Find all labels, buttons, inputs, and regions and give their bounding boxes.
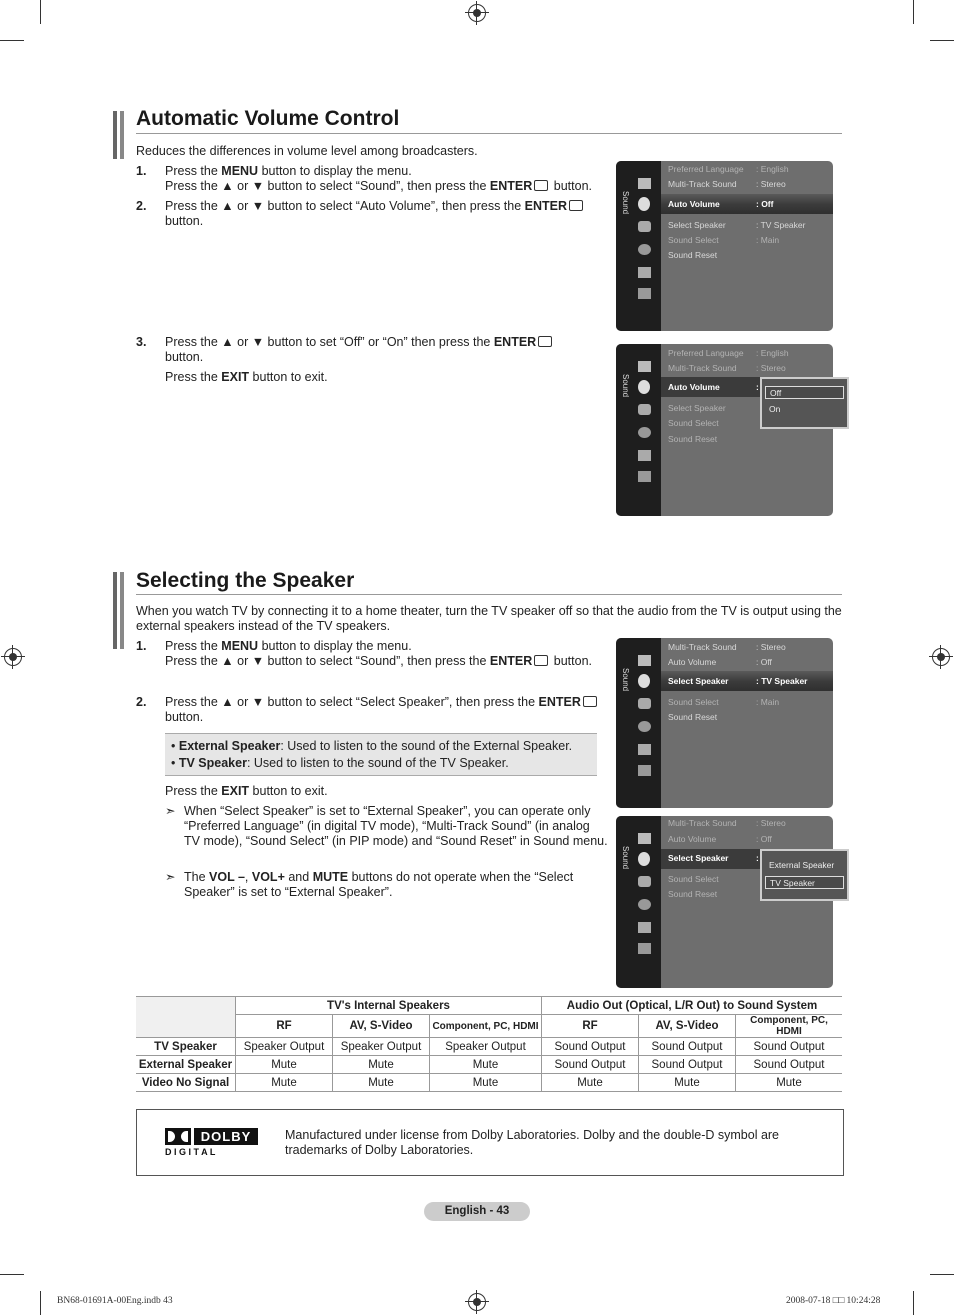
table-row <box>136 1038 842 1056</box>
input-icon <box>638 922 651 933</box>
osd-row-label: Sound Reset <box>668 250 718 260</box>
osd-row-value: : <box>756 853 759 863</box>
step-number: 2. <box>136 695 147 709</box>
input-icon <box>638 450 651 461</box>
divider <box>136 594 842 595</box>
table-cell: Mute <box>333 1056 430 1074</box>
enter-icon <box>538 336 552 347</box>
osd-row-value: : Stereo <box>756 818 786 828</box>
speaker-options-note: • External Speaker: Used to listen to the sound of the External Speaker. • TV Speaker: Used to listen to the sound of the TV Speaker. <box>165 733 597 776</box>
registration-mark-icon <box>468 4 486 22</box>
channel-icon <box>638 698 651 709</box>
enter-icon <box>534 180 548 191</box>
osd-row-value: : Main <box>756 697 780 707</box>
registration-mark-icon <box>468 1293 486 1311</box>
table-row-header: Video No Signal <box>136 1074 236 1092</box>
file-name: BN68-01691A-00Eng.indb 43 <box>57 1296 173 1306</box>
application-icon <box>638 943 651 954</box>
print-date: 2008-07-18 □□ 10:24:28 <box>786 1296 881 1306</box>
sound-icon <box>638 197 650 211</box>
table-cell: Sound Output <box>736 1056 843 1074</box>
step-number: 2. <box>136 199 147 213</box>
avc-step3: Press the ▲ or ▼ button to set “Off” or “On” then press the ENTER button. Press the EXIT button to exit. <box>165 335 615 385</box>
picture-icon <box>638 655 651 666</box>
table-cell: Mute <box>736 1074 843 1092</box>
osd-side-label: Sound <box>621 846 630 870</box>
table-cell: Mute <box>430 1056 542 1074</box>
table-cell: Sound Output <box>639 1056 736 1074</box>
table-row <box>136 1056 842 1074</box>
speaker-step1: Press the MENU button to display the menu. Press the ▲ or ▼ button to select “Sound”, then press the ENTER button. <box>165 639 592 668</box>
speaker-step2: Press the ▲ or ▼ button to select “Select Speaker”, then press the ENTER button. <box>165 695 615 725</box>
page-number: English - 43 <box>424 1202 530 1221</box>
option-tv-speaker[interactable]: TV Speaker <box>765 876 844 889</box>
application-icon <box>638 288 651 299</box>
picture-icon <box>638 361 651 372</box>
step-number: 3. <box>136 335 147 349</box>
table-corner <box>136 997 236 1038</box>
table-col-header: AV, S-Video <box>333 1015 430 1038</box>
setup-icon <box>638 721 651 732</box>
sound-icon <box>638 380 650 394</box>
setup-icon <box>638 244 651 255</box>
speaker-exit: Press the EXIT button to exit. <box>165 784 328 798</box>
dolby-logo <box>165 1128 261 1158</box>
enter-icon <box>569 200 583 211</box>
osd-row-label: Preferred Language <box>668 164 744 174</box>
table-cell: Mute <box>236 1074 333 1092</box>
osd-option-popup <box>760 849 849 901</box>
enter-icon <box>583 696 597 707</box>
registration-mark-icon <box>4 648 22 666</box>
osd-side-label: Sound <box>621 668 630 692</box>
osd-row-label: Sound Select <box>668 874 719 884</box>
osd-screen-auto-volume <box>616 344 833 516</box>
setup-icon <box>638 427 651 438</box>
double-d-icon <box>165 1128 191 1145</box>
osd-row-label: Sound Select <box>668 697 719 707</box>
table-cell: Sound Output <box>542 1056 639 1074</box>
registration-mark-icon <box>932 648 950 666</box>
application-icon <box>638 471 651 482</box>
osd-row-value: : Stereo <box>756 179 786 189</box>
table-group-header: TV's Internal Speakers <box>236 997 542 1015</box>
speaker-tip1: When “Select Speaker” is set to “External Speaker”, you can operate only “Preferred Language” (in digital TV mode), “Multi-Track Sound” (in analog TV mode), “Sound Select” (in PIP mode) and “Sound Reset” in Sound menu. <box>184 804 608 848</box>
osd-row-label: Sound Select <box>668 235 719 245</box>
osd-row-label: Sound Reset <box>668 712 718 722</box>
table-row-header: TV Speaker <box>136 1038 236 1056</box>
table-cell: Mute <box>639 1074 736 1092</box>
osd-row-label: Sound Select <box>668 418 719 428</box>
section-title-speaker: Selecting the Speaker <box>136 569 355 592</box>
osd-row-label: Multi-Track Sound <box>668 363 737 373</box>
osd-screen-sound-menu <box>616 161 833 331</box>
tip-marker-icon: ➣ <box>165 870 176 884</box>
enter-icon <box>534 655 548 666</box>
speaker-tip2: The VOL –, VOL+ and MUTE buttons do not operate when the “Select Speaker” is set to “External Speaker”. <box>184 870 574 899</box>
channel-icon <box>638 404 651 415</box>
osd-side-label: Sound <box>621 191 630 215</box>
osd-row-label: Multi-Track Sound <box>668 642 737 652</box>
table-cell: Speaker Output <box>236 1038 333 1056</box>
osd-row-label: Sound Reset <box>668 889 718 899</box>
osd-row-label: Select Speaker <box>668 403 726 413</box>
osd-row-label: Select Speaker <box>668 853 729 863</box>
osd-row-value: : Stereo <box>756 642 786 652</box>
sound-icon <box>638 852 650 866</box>
input-icon <box>638 744 651 755</box>
application-icon <box>638 765 651 776</box>
table-col-header: Component, PC, HDMI <box>736 1015 843 1038</box>
picture-icon <box>638 833 651 844</box>
table-cell: Sound Output <box>639 1038 736 1056</box>
osd-row-label: Multi-Track Sound <box>668 818 737 828</box>
step-number: 1. <box>136 639 147 653</box>
osd-row-value: : Off <box>756 834 772 844</box>
table-row-header: External Speaker <box>136 1056 236 1074</box>
channel-icon <box>638 221 651 232</box>
osd-row-value: : English <box>756 164 789 174</box>
osd-row-label: Multi-Track Sound <box>668 179 737 189</box>
section-bar <box>120 572 124 649</box>
osd-row-value: : Off <box>756 199 774 209</box>
sound-icon <box>638 674 650 688</box>
osd-row-value: : Off <box>756 657 772 667</box>
osd-row-label: Auto Volume <box>668 199 720 209</box>
osd-row-value: : <box>756 382 759 392</box>
dolby-license-box <box>136 1109 844 1176</box>
avc-intro: Reduces the differences in volume level among broadcasters. <box>136 144 478 158</box>
osd-row-label: Preferred Language <box>668 348 744 358</box>
option-on[interactable]: On <box>769 404 781 414</box>
picture-icon <box>638 178 651 189</box>
table-cell: Speaker Output <box>430 1038 542 1056</box>
osd-row-value: : Stereo <box>756 363 786 373</box>
dolby-logo-text: DOLBY <box>194 1128 258 1145</box>
section-title-avc: Automatic Volume Control <box>136 107 400 130</box>
table-group-header: Audio Out (Optical, L/R Out) to Sound System <box>542 997 843 1015</box>
table-col-header: AV, S-Video <box>639 1015 736 1038</box>
osd-option-popup <box>760 377 849 429</box>
table-col-header: RF <box>542 1015 639 1038</box>
table-cell: Speaker Output <box>333 1038 430 1056</box>
osd-row-label: Sound Reset <box>668 434 718 444</box>
input-icon <box>638 267 651 278</box>
osd-row-label: Auto Volume <box>668 382 720 392</box>
channel-icon <box>638 876 651 887</box>
table-cell: Mute <box>542 1074 639 1092</box>
osd-side-label: Sound <box>621 374 630 398</box>
section-bar <box>120 111 124 159</box>
dolby-license-text: Manufactured under license from Dolby Laboratories. Dolby and the double-D symbol are trademarks of Dolby Laboratories. <box>285 1128 780 1157</box>
osd-row-value: : English <box>756 348 789 358</box>
option-external-speaker[interactable]: External Speaker <box>769 860 835 870</box>
speaker-output-table <box>136 996 842 1092</box>
table-col-header: Component, PC, HDMI <box>430 1015 542 1038</box>
step-number: 1. <box>136 164 147 178</box>
osd-screen-select-speaker <box>616 638 833 808</box>
table-row <box>136 1074 842 1092</box>
osd-row-value: : Main <box>756 235 780 245</box>
divider <box>136 133 842 134</box>
avc-step2: Press the ▲ or ▼ button to select “Auto Volume”, then press the ENTER button. <box>165 199 615 229</box>
table-cell: Sound Output <box>542 1038 639 1056</box>
osd-row-value: : TV Speaker <box>756 676 808 686</box>
setup-icon <box>638 899 651 910</box>
table-cell: Sound Output <box>736 1038 843 1056</box>
avc-step1: Press the MENU button to display the menu. Press the ▲ or ▼ button to select “Sound”, then press the ENTER button. <box>165 164 592 193</box>
dolby-digital-text: D I G I T A L <box>165 1147 216 1157</box>
section-bar <box>113 111 117 159</box>
osd-screen-speaker-options <box>616 816 833 988</box>
speaker-intro: When you watch TV by connecting it to a home theater, turn the TV speaker off so that the audio from the TV is output using the external speakers instead of the TV speakers. <box>136 604 842 633</box>
osd-row-value: : TV Speaker <box>756 220 806 230</box>
osd-row-label: Auto Volume <box>668 657 717 667</box>
tip-marker-icon: ➣ <box>165 804 176 818</box>
osd-row-label: Select Speaker <box>668 676 729 686</box>
table-col-header: RF <box>236 1015 333 1038</box>
table-cell: Mute <box>430 1074 542 1092</box>
osd-row-label: Auto Volume <box>668 834 717 844</box>
option-off[interactable]: Off <box>765 386 844 399</box>
section-bar <box>113 572 117 649</box>
table-cell: Mute <box>236 1056 333 1074</box>
table-cell: Mute <box>333 1074 430 1092</box>
osd-row-label: Select Speaker <box>668 220 726 230</box>
